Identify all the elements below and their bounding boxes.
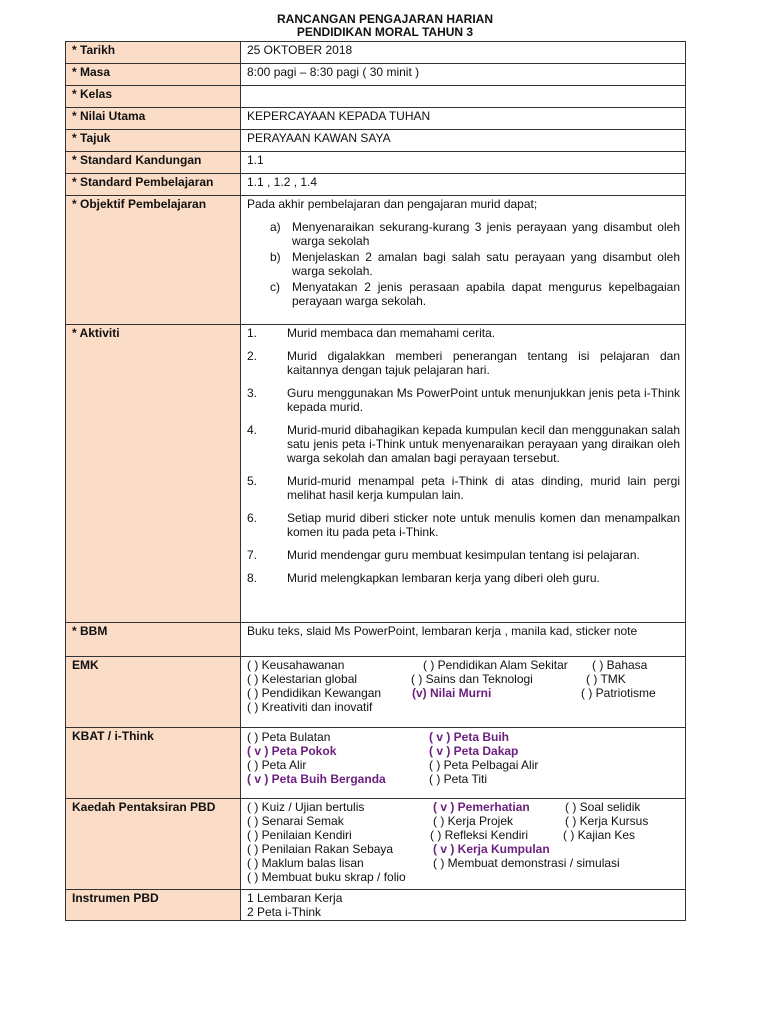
label-tajuk: * Tajuk <box>66 130 241 152</box>
list-marker: 3. <box>247 386 258 400</box>
checkbox-item: ( ) Refleksi Kendiri <box>430 828 529 842</box>
label-objektif: * Objektif Pembelajaran <box>66 196 241 325</box>
label-emk: EMK <box>66 657 241 728</box>
checkbox-item-checked: ( v ) Peta Buih <box>429 730 510 744</box>
value-kbat <box>241 728 686 799</box>
checkbox-item-checked: ( v ) Kerja Kumpulan <box>433 842 550 856</box>
value-tajuk: PERAYAAN KAWAN SAYA <box>241 130 686 152</box>
value-aktiviti <box>241 325 686 623</box>
checkbox-item: ( ) Keusahawanan <box>247 658 345 672</box>
label-kelas: * Kelas <box>66 86 241 108</box>
list-text: Menyatakan 2 jenis perasaan apabila dapat mengurus kepelbagaian perayaan warga sekolah. <box>292 280 680 308</box>
checkbox-item-checked: ( v ) Peta Pokok <box>247 744 337 758</box>
checkbox-item: ( ) TMK <box>586 672 626 686</box>
row-objektif <box>66 196 686 325</box>
list-text: Setiap murid diberi sticker note untuk menulis komen dan menampalkan komen itu pada peta i-Think. <box>287 511 680 539</box>
list-text: Guru menggunakan Ms PowerPoint untuk menunjukkan jenis peta i-Think kepada murid. <box>287 386 680 414</box>
value-tarikh: 25 OKTOBER 2018 <box>241 42 686 64</box>
checkbox-item-checked: ( v ) Peta Dakap <box>429 744 519 758</box>
checkbox-item-checked: ( v ) Peta Buih Berganda <box>247 772 386 786</box>
list-text: Murid-murid menampal peta i-Think di atas dinding, murid lain pergi melihat hasil kerja kumpulan lain. <box>287 474 680 502</box>
list-marker: 1. <box>247 326 258 340</box>
value-emk <box>241 657 686 728</box>
checkbox-item: ( ) Kerja Projek <box>433 814 514 828</box>
value-instrumen <box>241 890 686 921</box>
label-bbm: * BBM <box>66 623 241 657</box>
label-kbat: KBAT / i-Think <box>66 728 241 799</box>
checkbox-item: ( ) Maklum balas lisan <box>247 856 364 870</box>
checkbox-item: ( ) Peta Titi <box>429 772 488 786</box>
row-bbm <box>66 623 686 657</box>
list-marker: 7. <box>247 548 258 562</box>
value-kelas <box>241 86 686 108</box>
label-instrumen: Instrumen PBD <box>66 890 241 921</box>
list-text: Menjelaskan 2 amalan bagi salah satu perayaan yang disambut oleh warga sekolah. <box>292 250 680 278</box>
list-marker: 2. <box>247 349 258 363</box>
value-objektif <box>241 196 686 325</box>
row-standard-pembelajaran <box>66 174 686 196</box>
lesson-plan-table <box>65 41 686 921</box>
list-text: Murid mendengar guru membuat kesimpulan tentang isi pelajaran. <box>287 548 640 562</box>
list-item <box>247 349 680 377</box>
row-masa <box>66 64 686 86</box>
document-title <box>0 13 768 39</box>
label-aktiviti: * Aktiviti <box>66 325 241 623</box>
checkbox-item: ( ) Peta Pelbagai Alir <box>429 758 539 772</box>
emk-checklist <box>247 658 680 714</box>
checkbox-item: ( ) Kreativiti dan inovatif <box>247 700 373 714</box>
row-instrumen <box>66 890 686 921</box>
title-line-2: PENDIDIKAN MORAL TAHUN 3 <box>296 25 474 39</box>
pbd-checklist <box>247 800 680 886</box>
instrumen-line: 1 Lembaran Kerja <box>247 891 343 905</box>
list-marker: 5. <box>247 474 258 488</box>
list-item <box>247 423 680 465</box>
checkbox-item: ( ) Sains dan Teknologi <box>411 672 533 686</box>
list-item <box>247 386 680 414</box>
checkbox-item: ( ) Kerja Kursus <box>565 814 649 828</box>
row-kelas <box>66 86 686 108</box>
checkbox-item: ( ) Kelestarian global <box>247 672 358 686</box>
list-marker: c) <box>270 280 280 294</box>
checkbox-item: ( ) Membuat demonstrasi / simulasi <box>433 856 620 870</box>
value-bbm: Buku teks, slaid Ms PowerPoint, lembaran kerja , manila kad, sticker note <box>241 623 686 657</box>
objektif-intro: Pada akhir pembelajaran dan pengajaran murid dapat; <box>247 197 538 211</box>
list-item <box>247 548 680 562</box>
checkbox-item: ( ) Peta Alir <box>247 758 307 772</box>
list-item <box>247 250 680 278</box>
list-text: Murid-murid dibahagikan kepada kumpulan kecil dan menggunakan salah satu jenis peta i-Think untuk menyenaraikan perayaan yang diraikan oleh warga sekolah dan amalan bagi perayaan tersebut. <box>287 423 680 465</box>
checkbox-item: ( ) Bahasa <box>592 658 648 672</box>
value-pbd <box>241 799 686 890</box>
checkbox-item: ( ) Membuat buku skrap / folio <box>247 870 406 884</box>
value-standard-kandungan: 1.1 <box>241 152 686 174</box>
label-standard-pembelajaran: * Standard Pembelajaran <box>66 174 241 196</box>
instrumen-line: 2 Peta i-Think <box>247 905 322 919</box>
checkbox-item-checked: (v) Nilai Murni <box>412 686 492 700</box>
list-text: Murid digalakkan memberi penerangan tentang isi pelajaran dan kaitannya dengan tajuk pelajaran hari. <box>287 349 680 377</box>
checkbox-item: ( ) Peta Bulatan <box>247 730 331 744</box>
value-masa: 8:00 pagi – 8:30 pagi ( 30 minit ) <box>241 64 686 86</box>
row-nilai-utama <box>66 108 686 130</box>
kbat-checklist <box>247 729 680 789</box>
list-text: Menyenaraikan sekurang-kurang 3 jenis perayaan yang disambut oleh warga sekolah <box>292 220 680 248</box>
checkbox-item: ( ) Penilaian Rakan Sebaya <box>247 842 394 856</box>
value-nilai-utama: KEPERCAYAAN KEPADA TUHAN <box>241 108 686 130</box>
list-marker: b) <box>270 250 281 264</box>
list-marker: 6. <box>247 511 258 525</box>
list-item <box>247 571 680 585</box>
row-standard-kandungan <box>66 152 686 174</box>
list-item <box>247 326 680 340</box>
list-marker: 4. <box>247 423 258 437</box>
list-text: Murid membaca dan memahami cerita. <box>287 326 496 340</box>
aktiviti-list <box>247 326 680 585</box>
checkbox-item: ( ) Pendidikan Kewangan <box>247 686 382 700</box>
checkbox-item: ( ) Senarai Semak <box>247 814 344 828</box>
checkbox-item: ( ) Kajian Kes <box>563 828 636 842</box>
value-standard-pembelajaran: 1.1 , 1.2 , 1.4 <box>241 174 686 196</box>
label-pbd: Kaedah Pentaksiran PBD <box>66 799 241 890</box>
checkbox-item: ( ) Penilaian Kendiri <box>247 828 352 842</box>
objektif-list <box>247 220 680 308</box>
row-emk <box>66 657 686 728</box>
list-text: Murid melengkapkan lembaran kerja yang diberi oleh guru. <box>287 571 600 585</box>
checkbox-item: ( ) Soal selidik <box>565 800 641 814</box>
label-tarikh: * Tarikh <box>66 42 241 64</box>
title-line-1: RANCANGAN PENGAJARAN HARIAN <box>276 12 493 26</box>
list-item <box>247 220 680 248</box>
checkbox-item: ( ) Kuiz / Ujian bertulis <box>247 800 365 814</box>
label-masa: * Masa <box>66 64 241 86</box>
row-aktiviti <box>66 325 686 623</box>
list-marker: a) <box>270 220 281 234</box>
label-nilai-utama: * Nilai Utama <box>66 108 241 130</box>
list-item <box>247 280 680 308</box>
list-marker: 8. <box>247 571 258 585</box>
list-item <box>247 511 680 539</box>
list-item <box>247 474 680 502</box>
row-kbat <box>66 728 686 799</box>
checkbox-item: ( ) Pendidikan Alam Sekitar <box>423 658 568 672</box>
checkbox-item-checked: ( v ) Pemerhatian <box>433 800 530 814</box>
row-tarikh <box>66 42 686 64</box>
row-tajuk <box>66 130 686 152</box>
label-standard-kandungan: * Standard Kandungan <box>66 152 241 174</box>
checkbox-item: ( ) Patriotisme <box>581 686 656 700</box>
row-pbd <box>66 799 686 890</box>
